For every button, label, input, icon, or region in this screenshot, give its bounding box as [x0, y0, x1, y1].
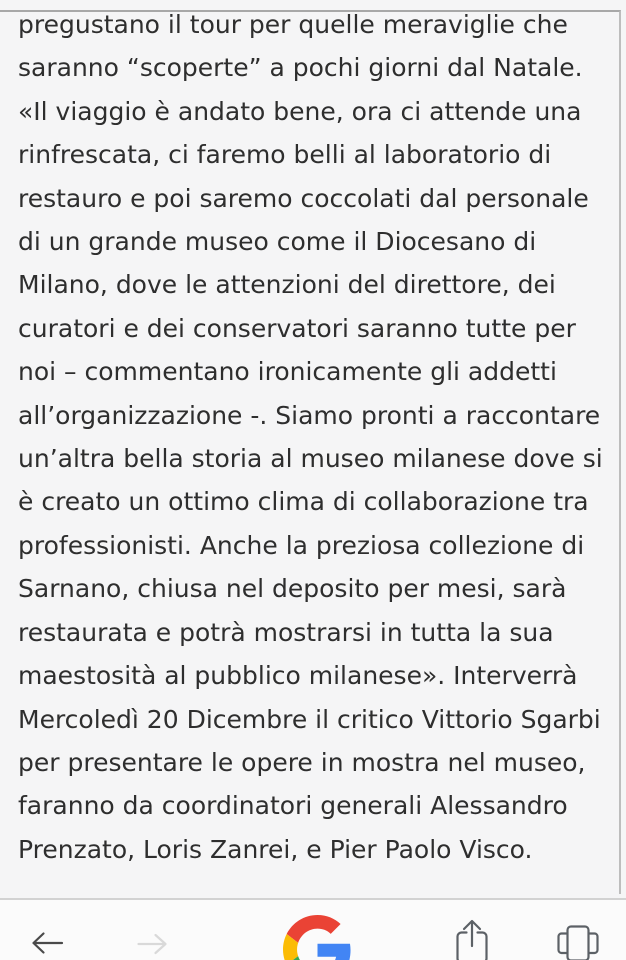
article-text-line: è creato un ottimo clima di collaborazione tra	[18, 487, 589, 517]
article-text-line: Milano, dove le attenzioni del direttore, dei	[18, 270, 556, 300]
forward-button[interactable]	[137, 933, 169, 955]
article-text-line: un’altra bella storia al museo milanese dove si	[18, 444, 603, 474]
tabs-button[interactable]	[556, 925, 600, 960]
article-text-line: maestosità al pubblico milanese». Interverrà	[18, 661, 578, 691]
google-home-button[interactable]	[283, 915, 352, 960]
article-text-line: restaurata e potrà mostrarsi in tutta la sua	[18, 617, 554, 647]
article-text-line: per presentare le opere in mostra nel museo,	[18, 747, 586, 777]
article-text	[0, 10, 619, 871]
back-arrow-icon	[30, 931, 64, 955]
forward-arrow-icon	[137, 933, 169, 955]
article-text-line: restauro e poi saremo coccolati dal personale	[18, 183, 589, 213]
article-text-line: «Il viaggio è andato bene, ora ci attende una	[18, 96, 582, 126]
back-button[interactable]	[30, 931, 64, 955]
article-text-line: all’organizzazione -. Siamo pronti a raccontare	[18, 400, 601, 430]
article-text-line: noi – commentano ironicamente gli addetti	[18, 357, 557, 387]
article-text-line: faranno da coordinatori generali Alessandro	[18, 791, 568, 821]
article-text-line: Sarnano, chiusa nel deposito per mesi, sarà	[18, 574, 567, 604]
article-text-line: pregustano il tour per quelle meraviglie che	[18, 10, 568, 39]
article-text-line: saranno “scoperte” a pochi giorni dal Natale.	[18, 53, 583, 83]
share-button[interactable]	[455, 919, 489, 960]
share-icon	[455, 919, 489, 960]
browser-toolbar	[0, 898, 626, 960]
article-text-line: Mercoledì 20 Dicembre il critico Vittorio Sgarbi	[18, 704, 601, 734]
article-text-line: di un grande museo come il Diocesano di	[18, 227, 537, 257]
article-image-frame	[0, 10, 621, 894]
article-text-line: curatori e dei conservatori saranno tutte per	[18, 313, 576, 343]
article-text-line: Prenzato, Loris Zanrei, e Pier Paolo Visco.	[18, 834, 533, 864]
article-text-line: rinfrescata, ci faremo belli al laboratorio di	[18, 140, 552, 170]
tabs-icon	[556, 925, 600, 960]
google-g-logo	[283, 915, 352, 960]
article-text-line: professionisti. Anche la preziosa collezione di	[18, 530, 585, 560]
